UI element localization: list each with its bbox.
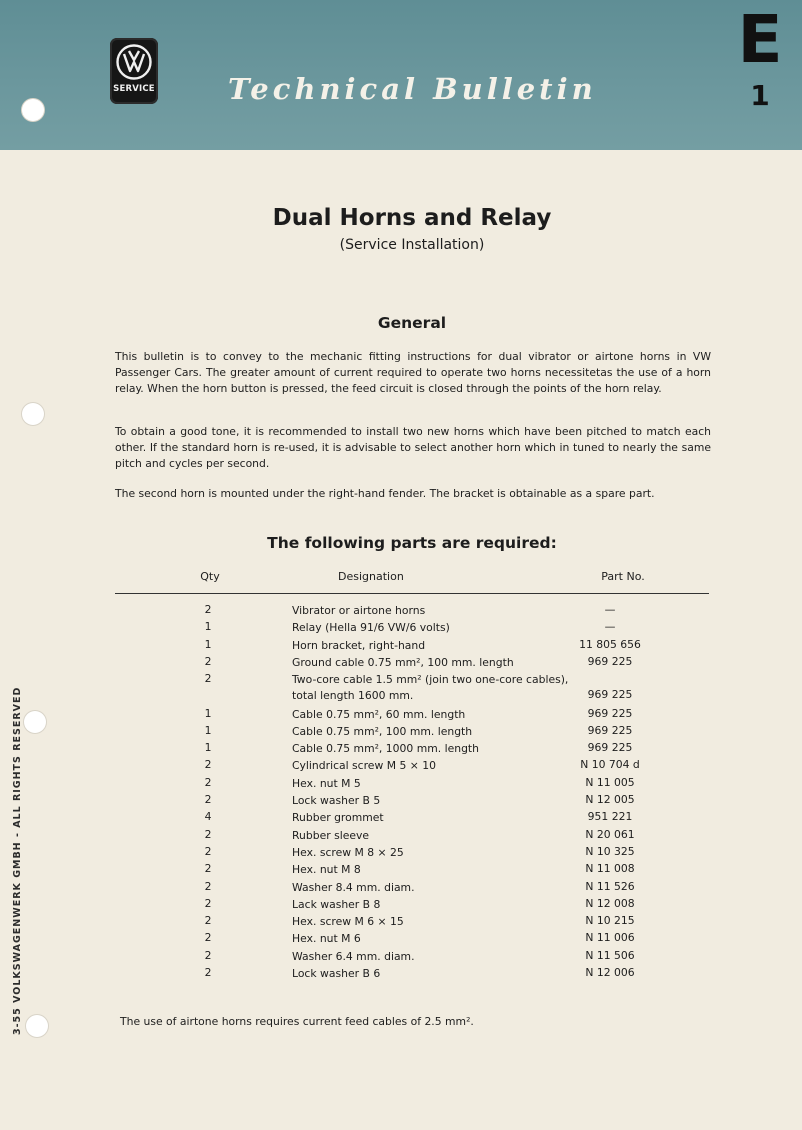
parts-list xyxy=(0,603,802,983)
header-banner xyxy=(0,0,802,150)
qty-cell: 2 xyxy=(204,931,212,945)
table-row xyxy=(0,741,802,758)
table-row xyxy=(0,828,802,845)
paragraph: The second horn is mounted under the right-hand fender. The bracket is obtainable as a spare part. xyxy=(115,487,655,500)
part-no-cell: — xyxy=(604,620,616,634)
qty-cell: 2 xyxy=(204,672,212,686)
table-row xyxy=(0,707,802,724)
column-header-qty: Qty xyxy=(200,570,220,583)
qty-cell: 1 xyxy=(204,706,212,720)
table-row xyxy=(0,776,802,793)
designation-cell: Rubber sleeve xyxy=(292,828,370,842)
table-row xyxy=(0,862,802,879)
qty-cell: 2 xyxy=(204,862,212,876)
designation-cell: Washer 6.4 mm. diam. xyxy=(292,949,415,963)
table-row xyxy=(0,793,802,810)
table-row xyxy=(0,655,802,672)
qty-cell: 1 xyxy=(204,723,212,737)
table-row xyxy=(0,603,802,620)
table-row xyxy=(0,724,802,741)
qty-cell: 2 xyxy=(204,879,212,893)
designation-cell: Hex. nut M 6 xyxy=(292,932,361,946)
qty-cell: 2 xyxy=(204,603,212,616)
section-letter: E xyxy=(737,1,783,78)
table-row xyxy=(0,620,802,637)
table-row xyxy=(0,949,802,966)
page-subtitle: (Service Installation) xyxy=(339,237,485,253)
designation-cell: Horn bracket, right-hand xyxy=(292,638,426,652)
part-no-cell: 11 805 656 xyxy=(579,637,641,651)
parts-heading: The following parts are required: xyxy=(267,534,557,552)
part-no-cell: 969 225 xyxy=(587,741,633,755)
banner-title: Technical Bulletin xyxy=(228,72,597,106)
column-header-designation: Designation xyxy=(338,570,404,583)
part-no-cell: 969 225 xyxy=(587,688,633,702)
qty-cell: 2 xyxy=(204,654,212,668)
part-no-cell: N 12 006 xyxy=(585,966,635,980)
part-no-cell: N 10 325 xyxy=(585,844,635,858)
qty-cell: 1 xyxy=(204,741,212,755)
copyright-side-text: 3-55 VOLKSWAGENWERK GMBH - ALL RIGHTS RESERVED xyxy=(12,686,23,1035)
qty-cell: 2 xyxy=(204,914,212,928)
table-row xyxy=(0,810,802,827)
qty-cell: 1 xyxy=(204,637,212,651)
column-header-part-no: Part No. xyxy=(601,570,645,583)
part-no-cell: N 11 506 xyxy=(585,948,635,962)
designation-cell: Cable 0.75 mm², 100 mm. length xyxy=(292,724,473,738)
footnote: The use of airtone horns requires current feed cables of 2.5 mm². xyxy=(120,1015,474,1028)
table-row xyxy=(0,845,802,862)
designation-cell: Hex. nut M 5 xyxy=(292,776,361,790)
designation-cell: Cylindrical screw M 5 × 10 xyxy=(292,759,436,773)
part-no-cell: 969 225 xyxy=(587,706,633,720)
qty-cell: 2 xyxy=(204,948,212,962)
designation-cell: Vibrator or airtone horns xyxy=(292,604,426,617)
section-number: 1 xyxy=(750,79,770,112)
designation-cell: Lack washer B 8 xyxy=(292,897,381,911)
designation-cell: Hex. nut M 8 xyxy=(292,863,361,877)
qty-cell: 2 xyxy=(204,758,212,772)
part-no-cell: 951 221 xyxy=(587,810,633,824)
general-heading: General xyxy=(377,314,447,332)
designation-cell: Washer 8.4 mm. diam. xyxy=(292,880,415,894)
designation-cell: Ground cable 0.75 mm², 100 mm. length xyxy=(292,655,514,669)
logo-label: SERVICE xyxy=(113,84,155,94)
designation-cell: Hex. screw M 6 × 15 xyxy=(292,915,404,929)
table-row xyxy=(0,672,802,706)
punch-hole xyxy=(26,1015,48,1037)
vw-emblem-icon xyxy=(115,43,153,81)
designation-cell: Lock washer B 6 xyxy=(292,967,381,981)
part-no-cell: N 11 006 xyxy=(585,931,635,945)
designation-cell: Cable 0.75 mm², 1000 mm. length xyxy=(292,742,480,756)
qty-cell: 1 xyxy=(204,620,212,634)
part-no-cell: N 11 008 xyxy=(585,862,635,876)
table-row xyxy=(0,914,802,931)
qty-cell: 2 xyxy=(204,775,212,789)
part-no-cell: N 10 215 xyxy=(585,914,635,928)
designation-cell: Rubber grommet xyxy=(292,811,384,825)
table-row xyxy=(0,758,802,775)
part-no-cell: N 11 005 xyxy=(585,775,635,789)
part-no-cell: — xyxy=(604,603,616,616)
part-no-cell: 969 225 xyxy=(587,654,633,668)
table-row xyxy=(0,931,802,948)
page-title: Dual Horns and Relay xyxy=(272,205,552,231)
qty-cell: 2 xyxy=(204,827,212,841)
qty-cell: 2 xyxy=(204,844,212,858)
designation-cell: Two-core cable 1.5 mm² (join two one-core cables), total length 1600 mm. xyxy=(292,673,569,702)
qty-cell: 2 xyxy=(204,793,212,807)
part-no-cell: N 12 005 xyxy=(585,793,635,807)
part-no-cell: 969 225 xyxy=(587,723,633,737)
table-rule xyxy=(115,593,709,594)
part-no-cell: N 11 526 xyxy=(585,879,635,893)
table-row xyxy=(0,880,802,897)
table-row xyxy=(0,966,802,983)
table-row xyxy=(0,638,802,655)
part-no-cell: N 10 704 d xyxy=(580,758,640,772)
designation-cell: Cable 0.75 mm², 60 mm. length xyxy=(292,707,466,721)
designation-cell: Hex. screw M 8 × 25 xyxy=(292,845,404,859)
vw-service-logo xyxy=(110,38,158,104)
table-row xyxy=(0,897,802,914)
qty-cell: 2 xyxy=(204,896,212,910)
part-no-cell: N 20 061 xyxy=(585,827,635,841)
qty-cell: 4 xyxy=(204,810,212,824)
qty-cell: 2 xyxy=(204,966,212,980)
designation-cell: Lock washer B 5 xyxy=(292,794,381,808)
paragraph: To obtain a good tone, it is recommended to install two new horns which have been pitched to match each other. If the standard horn is re-used, it is advisable to select another horn which in tuned to nearly the same pitch and cycles per second. xyxy=(115,425,711,470)
part-no-cell: N 12 008 xyxy=(585,896,635,910)
designation-cell: Relay (Hella 91/6 VW/6 volts) xyxy=(292,621,450,635)
punch-hole xyxy=(22,99,44,121)
paragraph: This bulletin is to convey to the mechanic fitting instructions for dual vibrator or airtone horns in VW Passenger Cars. The greater amount of current required to operate two horns necessitetas the use of a horn relay. When the horn button is pressed, the feed circuit is closed through the points of the horn relay. xyxy=(115,350,711,395)
punch-hole xyxy=(22,403,44,425)
